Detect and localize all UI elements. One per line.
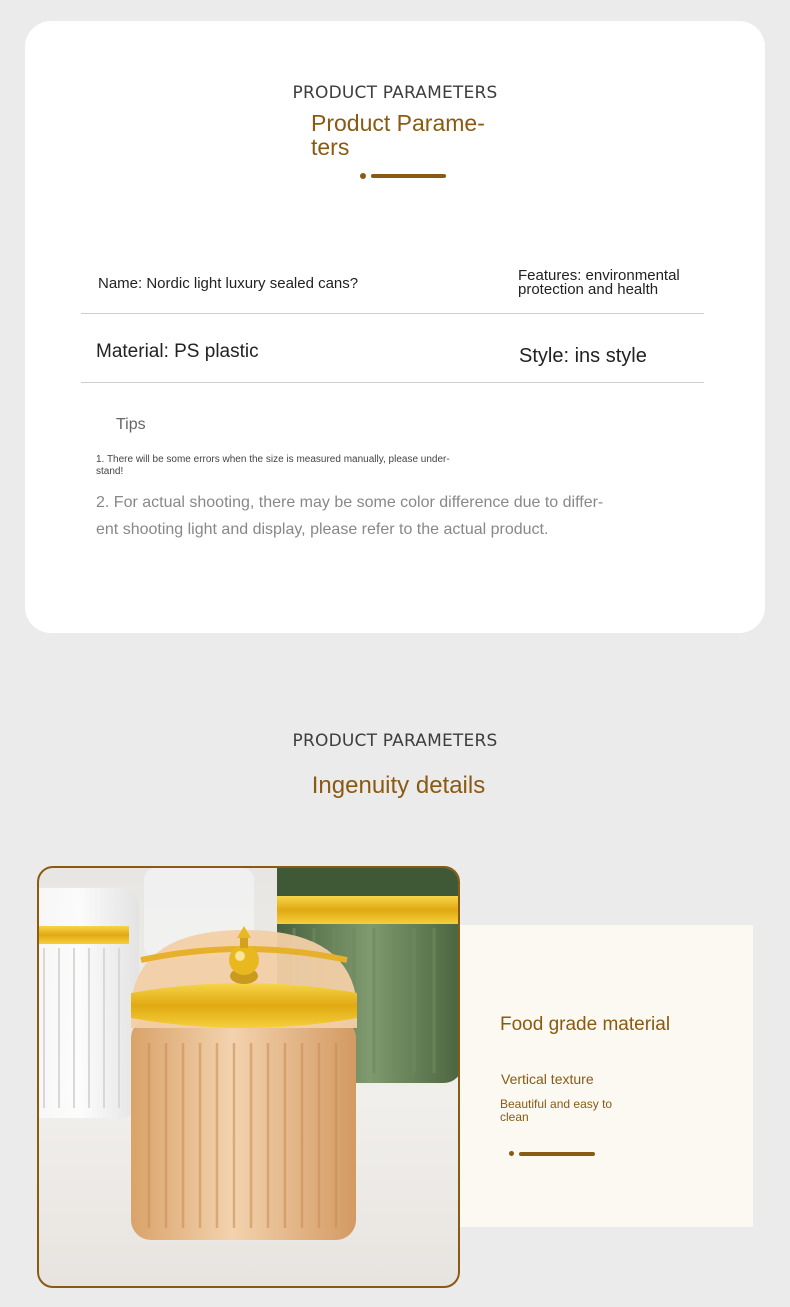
tip-1 bbox=[96, 454, 496, 478]
info-description-line2: clean bbox=[500, 1110, 529, 1124]
details-eyebrow: PRODUCT PARAMETERS bbox=[292, 731, 498, 751]
section-title bbox=[311, 111, 485, 159]
title-divider bbox=[371, 174, 446, 178]
section-eyebrow: PRODUCT PARAMETERS bbox=[292, 83, 498, 103]
param-features-line2: protection and health bbox=[518, 281, 659, 298]
details-title: Ingenuity details bbox=[311, 772, 486, 799]
section-title-line1: Product Parame- bbox=[311, 110, 485, 136]
clear-jar bbox=[39, 888, 139, 1118]
product-parameters-card bbox=[25, 21, 765, 633]
divider-dot-icon bbox=[509, 1151, 514, 1156]
section-title-line2: ters bbox=[311, 134, 350, 160]
tips-title: Tips bbox=[116, 416, 146, 433]
amber-jar bbox=[131, 926, 357, 1240]
jars-illustration bbox=[39, 868, 458, 1286]
divider-dot-icon bbox=[360, 173, 366, 179]
param-features bbox=[518, 269, 680, 297]
param-name: Name: Nordic light luxury sealed cans? bbox=[98, 275, 359, 292]
info-title: Food grade material bbox=[500, 1014, 671, 1035]
param-style: Style: ins style bbox=[519, 345, 647, 367]
tip-1-line2: stand! bbox=[96, 466, 124, 477]
info-divider bbox=[519, 1152, 595, 1156]
param-features-line1: Features: environmental bbox=[518, 267, 680, 284]
info-description bbox=[500, 1098, 650, 1124]
param-row-divider bbox=[81, 382, 704, 383]
info-description-line1: Beautiful and easy to bbox=[500, 1097, 613, 1111]
info-subtitle: Vertical texture bbox=[501, 1071, 594, 1087]
info-panel bbox=[460, 925, 753, 1227]
product-photo bbox=[37, 866, 460, 1288]
tip-2 bbox=[96, 489, 616, 543]
tip-2-line1: 2. For actual shooting, there may be some color difference due to differ- bbox=[96, 494, 604, 511]
param-row-divider bbox=[81, 313, 704, 314]
param-material: Material: PS plastic bbox=[96, 341, 259, 362]
tip-1-line1: 1. There will be some errors when the size is measured manually, please under- bbox=[96, 454, 450, 465]
tip-2-line2: ent shooting light and display, please refer to the actual product. bbox=[96, 521, 549, 538]
